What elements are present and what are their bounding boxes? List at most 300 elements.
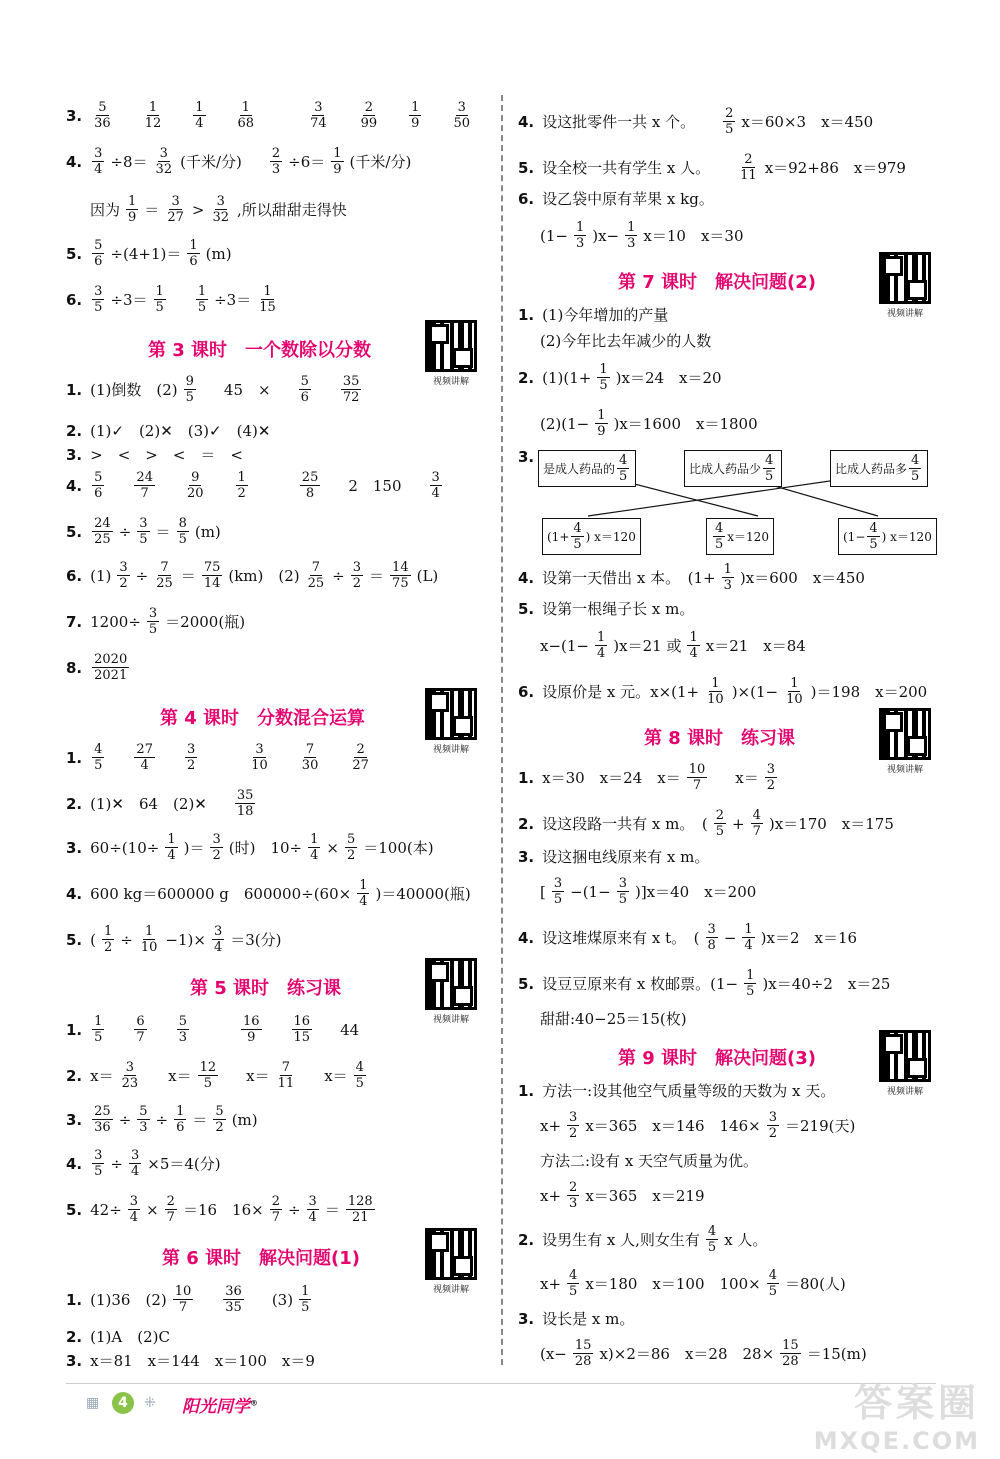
numerator: 3 <box>186 742 196 757</box>
denominator: 5 <box>553 892 563 907</box>
denominator: 5 <box>178 532 187 547</box>
s9-q1-method2: 方法二:设有 x 天空气质量为优。 <box>540 1152 759 1170</box>
fraction <box>308 832 320 863</box>
numerator: 3 <box>159 146 168 161</box>
s6-q3: 3. x＝81 x＝144 x＝100 x＝9 <box>66 1351 315 1370</box>
denominator: 11 <box>277 1076 295 1091</box>
fraction <box>359 100 380 131</box>
top-q6: 6. $\frac{3}{5}$ ÷3＝ $\frac{1}{5}$ $\frac{1}{5}$ ÷3＝ $\frac{1}{15}$ <box>66 284 276 315</box>
denominator: 7 <box>166 1210 175 1225</box>
fraction <box>165 832 177 863</box>
fraction <box>567 1268 579 1299</box>
denominator: 5 <box>94 300 103 315</box>
brand-logo: 阳光同学® <box>182 1397 258 1417</box>
numerator: 3 <box>94 284 103 299</box>
match-box-top-3[interactable]: 比成人药品多 $\frac{4}{5}$ <box>830 450 928 487</box>
s4-q5: 5. ( $\frac{1}{2}$ ÷ $\frac{1}{10}$ −1)× $\frac{3}{4}$ ＝3(分) <box>66 924 282 955</box>
denominator: 2 <box>237 486 246 501</box>
denominator: 4 <box>195 116 204 131</box>
fraction <box>351 560 363 591</box>
denominator: 5 <box>869 537 878 552</box>
s8-q5-b: 甜甜:40−25＝15(枚) <box>540 1010 687 1028</box>
denominator: 2 <box>346 848 356 863</box>
numerator: 9 <box>191 470 200 485</box>
denominator: 7 <box>692 778 702 793</box>
fraction <box>129 1148 141 1179</box>
numerator: 4 <box>355 1060 364 1075</box>
numerator: 1 <box>94 1014 103 1029</box>
fraction <box>307 1194 319 1225</box>
numerator: 7 <box>305 742 315 757</box>
denominator: 3 <box>178 1030 187 1045</box>
fraction <box>177 516 189 547</box>
numerator: 1 <box>689 630 698 645</box>
denominator: 14 <box>203 576 221 591</box>
denominator: 25 <box>156 576 173 591</box>
fraction <box>102 924 114 955</box>
fraction <box>137 1104 149 1135</box>
fraction <box>354 1060 366 1091</box>
numerator: 75 <box>203 560 221 575</box>
s7-q1-b: (2)今年比去年减少的人数 <box>540 332 712 350</box>
fraction <box>147 606 159 637</box>
numerator: 5 <box>346 832 356 847</box>
denominator: 72 <box>342 390 360 405</box>
s7-q2: 2. (1)(1+ $\frac{1}{5}$ )x＝24 x＝20 <box>518 362 722 393</box>
numerator: 1 <box>597 630 606 645</box>
numerator: 5 <box>98 100 107 115</box>
fraction <box>617 453 629 484</box>
qr-code-icon <box>425 1228 477 1280</box>
s3-q3: 3. > < > < ＝ < <box>66 445 243 464</box>
fraction <box>128 1194 140 1225</box>
fraction <box>236 100 257 131</box>
denominator: 4 <box>167 848 176 863</box>
numerator: 1 <box>575 220 585 235</box>
s4-q2: 2. (1)✕ 64 (2)✕ $\frac{35}{18}$ <box>66 788 254 819</box>
denominator: 10 <box>786 692 803 707</box>
section-heading-7: 第 7 课时 解决问题(2) <box>618 272 817 293</box>
numerator: 25 <box>301 470 319 485</box>
fraction <box>92 1104 113 1135</box>
fraction <box>714 808 726 839</box>
match-box-bottom-2[interactable]: $\frac{4}{5}$ x＝120 <box>706 518 774 555</box>
denominator: 15 <box>293 1030 311 1045</box>
fraction <box>193 100 205 131</box>
qr-code-6[interactable]: 视频讲解 <box>422 1228 480 1295</box>
numerator: 1 <box>359 878 368 893</box>
numerator: 24 <box>136 470 153 485</box>
denominator: 2 <box>352 576 362 591</box>
denominator: 3 <box>575 236 585 251</box>
r-top-q6: 6. 设乙袋中原有苹果 x kg。 <box>518 189 714 208</box>
fraction <box>595 630 607 661</box>
numerator: 1 <box>301 1284 310 1299</box>
denominator: 27 <box>352 758 369 773</box>
fraction <box>185 742 197 773</box>
qr-code-4[interactable]: 视频讲解 <box>422 688 480 755</box>
qr-code-5[interactable]: 视频讲解 <box>422 958 480 1025</box>
numerator: 3 <box>125 1060 135 1075</box>
numerator: 35 <box>236 788 254 803</box>
denominator: 4 <box>597 646 606 661</box>
fraction <box>705 676 726 707</box>
fraction <box>154 560 175 591</box>
numerator: 2 <box>271 146 281 161</box>
numerator: 4 <box>569 1268 578 1283</box>
fraction <box>92 238 104 269</box>
fraction <box>270 1194 282 1225</box>
numerator: 3 <box>707 922 716 937</box>
denominator: 18 <box>236 804 254 819</box>
fraction <box>357 878 369 909</box>
denominator: 9 <box>333 162 342 177</box>
numerator: 3 <box>569 1110 578 1125</box>
denominator: 3 <box>569 1196 578 1211</box>
fraction <box>346 1194 375 1225</box>
numerator: 3 <box>255 742 264 757</box>
denominator: 4 <box>744 938 753 953</box>
fraction <box>92 516 113 547</box>
section-heading-3: 第 3 课时 一个数除以分数 <box>148 340 372 361</box>
s3-q1: 1. (1)倒数 (2) $\frac{9}{5}$ 45 × $\frac{5}{6}$ $\frac{35}{72}$ <box>66 374 360 405</box>
fraction <box>213 1104 225 1135</box>
s9-q1: 1. 方法一:设其他空气质量等级的天数为 x 天。 <box>518 1081 836 1100</box>
denominator: 4 <box>140 758 149 773</box>
denominator: 5 <box>569 1284 578 1299</box>
s8-q1: 1. x＝30 x＝24 x＝ $\frac{10}{7}$ x＝ $\frac{3}{2}$ <box>518 762 775 793</box>
numerator: 3 <box>352 560 362 575</box>
numerator: 9 <box>185 374 194 389</box>
fraction <box>202 560 223 591</box>
denominator: 5 <box>94 1030 103 1045</box>
fraction <box>299 374 311 405</box>
numerator: 7 <box>281 1060 291 1075</box>
s3-q7: 7. 1200÷ $\frac{3}{5}$ ＝2000(瓶) <box>66 606 246 637</box>
fraction <box>738 152 759 183</box>
fraction <box>767 1268 779 1299</box>
numerator: 6 <box>136 1014 145 1029</box>
match-box-top-1[interactable]: 是成人药品的 $\frac{4}{5}$ <box>538 450 636 487</box>
s7-q5-eq: x−(1− $\frac{1}{4}$ )x＝21 或 $\frac{1}{4}$ x＝21 x＝84 <box>540 630 806 661</box>
numerator: 36 <box>225 1284 242 1299</box>
s6-q2: 2. (1)A (2)C <box>66 1327 170 1346</box>
numerator: 2 <box>356 742 365 757</box>
numerator: 2 <box>715 808 724 823</box>
fraction <box>174 1104 186 1135</box>
numerator: 3 <box>216 194 225 209</box>
fraction <box>744 968 756 999</box>
column-divider <box>501 95 503 1365</box>
numerator: 4 <box>715 521 724 536</box>
denominator: 99 <box>360 116 378 131</box>
denominator: 23 <box>121 1076 139 1091</box>
denominator: 2 <box>212 848 221 863</box>
numerator: 3 <box>129 1194 139 1209</box>
numerator: 16 <box>293 1014 311 1029</box>
numerator: 8 <box>178 516 187 531</box>
fraction <box>270 146 282 177</box>
denominator: 36 <box>94 116 111 131</box>
denominator: 10 <box>707 692 724 707</box>
fraction <box>137 516 149 547</box>
denominator: 74 <box>310 116 327 131</box>
fraction <box>210 832 222 863</box>
fraction <box>767 1110 779 1141</box>
fraction <box>567 1110 579 1141</box>
denominator: 2 <box>119 576 128 591</box>
fraction <box>143 100 164 131</box>
denominator: 28 <box>574 1354 592 1369</box>
numerator: 3 <box>768 1110 777 1125</box>
numerator: 1 <box>599 362 608 377</box>
fraction <box>867 521 879 552</box>
numerator: 2 <box>166 1194 175 1209</box>
denominator: 2 <box>766 778 775 793</box>
denominator: 9 <box>247 1030 256 1045</box>
qr-code-8[interactable]: 视频讲解 <box>876 708 934 775</box>
denominator: 4 <box>94 162 103 177</box>
numerator: 3 <box>171 194 180 209</box>
denominator: 5 <box>355 1076 364 1091</box>
numerator: 1 <box>128 194 137 209</box>
fraction <box>154 146 175 177</box>
fraction <box>597 362 609 393</box>
denominator: 9 <box>411 116 420 131</box>
qr-code-icon <box>879 708 931 760</box>
top-q4-reason: 因为 $\frac{1}{9}$ ＝ $\frac{3}{27}$ > $\frac{3}{32}$ ,所以甜甜走得快 <box>90 194 347 225</box>
numerator: 1 <box>333 146 342 161</box>
numerator: 10 <box>174 1284 192 1299</box>
denominator: 4 <box>131 1164 140 1179</box>
s9-q2: 2. 设男生有 x 人,则女生有 $\frac{4}{5}$ x 人。 <box>518 1224 768 1255</box>
fraction <box>574 220 586 251</box>
match-box-bottom-3[interactable]: (1− $\frac{4}{5}$ ) x＝120 <box>838 518 937 555</box>
section-heading-6: 第 6 课时 解决问题(1) <box>162 1248 361 1269</box>
numerator: 4 <box>752 808 761 823</box>
s8-q4: 4. 设这堆煤原来有 x t。 ( $\frac{3}{8}$ − $\frac{1}{4}$ )x＝2 x＝16 <box>518 922 858 953</box>
fraction <box>92 1148 104 1179</box>
fraction <box>331 146 343 177</box>
numerator: 4 <box>911 453 920 468</box>
numerator: 1 <box>197 284 207 299</box>
denominator: 8 <box>305 486 315 501</box>
fraction <box>299 1284 311 1315</box>
denominator: 11 <box>740 168 757 183</box>
fraction <box>571 521 583 552</box>
numerator: 3 <box>139 516 148 531</box>
numerator: 7 <box>311 560 321 575</box>
denominator: 32 <box>155 162 173 177</box>
numerator: 25 <box>94 1104 111 1119</box>
numerator: 2 <box>569 1180 578 1195</box>
numerator: 2 <box>364 100 374 115</box>
denominator: 3 <box>627 236 636 251</box>
denominator: 2 <box>215 1120 224 1135</box>
denominator: 9 <box>128 210 137 225</box>
s9-q2-eq: x+ $\frac{4}{5}$ x＝180 x＝100 100× $\frac{4}{5}$ ＝80(人) <box>540 1268 846 1299</box>
denominator: 27 <box>167 210 184 225</box>
denominator: 5 <box>155 300 164 315</box>
denominator: 5 <box>746 984 755 999</box>
numerator: 3 <box>618 876 627 891</box>
top-q5: 5. $\frac{5}{6}$ ÷(4+1)＝ $\frac{1}{6}$ (m) <box>66 238 232 269</box>
fraction <box>292 1014 313 1045</box>
s7-q3: 3. <box>518 448 535 466</box>
fraction <box>198 1060 219 1091</box>
numerator: 3 <box>119 560 128 575</box>
dot-deco-icon: ⁜ <box>144 1395 156 1411</box>
numerator: 3 <box>94 1148 103 1163</box>
fraction <box>210 194 231 225</box>
denominator: 5 <box>715 537 724 552</box>
denominator: 35 <box>225 1300 242 1315</box>
denominator: 5 <box>599 378 608 393</box>
fraction <box>173 1284 194 1315</box>
qr-code-9[interactable]: 视频讲解 <box>876 1030 934 1097</box>
fraction <box>595 408 607 439</box>
match-box-top-2[interactable]: 比成人药品少 $\frac{4}{5}$ <box>684 450 782 487</box>
s3-q4: 4. $\frac{5}{6}$ $\frac{24}{7}$ $\frac{9}{20}$ $\frac{1}{2}$ $\frac{25}{8}$ 2 150 $\frac{3}{4}$ <box>66 470 440 501</box>
denominator: 7 <box>178 1300 188 1315</box>
numerator: 3 <box>212 832 221 847</box>
numerator: 12 <box>199 1060 217 1075</box>
denominator: 5 <box>618 892 627 907</box>
fraction <box>552 876 564 907</box>
numerator: 4 <box>707 1224 717 1239</box>
denominator: 21 <box>351 1210 369 1225</box>
fraction <box>241 1014 262 1045</box>
page-number: 4 <box>112 1392 134 1414</box>
fraction <box>126 194 138 225</box>
fraction <box>780 1338 801 1369</box>
denominator: 25 <box>307 576 325 591</box>
numerator: 2 <box>725 106 734 121</box>
fraction <box>706 922 718 953</box>
denominator: 5 <box>301 1300 310 1315</box>
s5-q3: 3. $\frac{25}{36}$ ÷ $\frac{5}{3}$ ÷ $\frac{1}{6}$ ＝ $\frac{5}{2}$ (m) <box>66 1104 258 1135</box>
fraction <box>350 742 371 773</box>
fraction <box>154 284 166 315</box>
numerator: 1 <box>790 676 799 691</box>
numerator: 14 <box>392 560 409 575</box>
match-box-bottom-1[interactable]: (1+ $\frac{4}{5}$ ) x＝120 <box>542 518 641 555</box>
numerator: 1 <box>411 100 420 115</box>
numerator: 1 <box>263 284 272 299</box>
s7-q4: 4. 设第一天借出 x 本。 (1+ $\frac{1}{3}$ )x＝600 x＝450 <box>518 562 865 593</box>
s4-q1: 1. $\frac{4}{5}$ $\frac{27}{4}$ $\frac{3}{2}$ $\frac{3}{10}$ $\frac{7}{30}$ $\frac{2}{27}$ <box>66 742 369 773</box>
numerator: 27 <box>136 742 153 757</box>
denominator: 6 <box>94 486 103 501</box>
grid-deco-icon: ▦ <box>86 1395 100 1411</box>
denominator: 5 <box>185 390 194 405</box>
fraction <box>184 374 196 405</box>
denominator: 6 <box>189 254 198 269</box>
qr-code-7[interactable]: 视频讲解 <box>876 252 934 319</box>
s8-q2: 2. 设这段路一共有 x m。 ( $\frac{2}{5}$ + $\frac{4}{7}$ )x＝170 x＝175 <box>518 808 894 839</box>
fraction <box>235 788 256 819</box>
denominator: 36 <box>94 1120 111 1135</box>
s3-q5: 5. $\frac{24}{25}$ ÷ $\frac{3}{5}$ ＝ $\frac{8}{5}$ (m) <box>66 516 221 547</box>
denominator: 75 <box>392 576 409 591</box>
s3-q2: 2. (1)✓ (2)✕ (3)✓ (4)✕ <box>66 421 271 440</box>
numerator: 3 <box>457 100 466 115</box>
numerator: 1 <box>176 1104 185 1119</box>
s7-q1: 1. (1)今年增加的产量 <box>518 305 669 324</box>
denominator: 12 <box>144 116 162 131</box>
fraction <box>236 470 248 501</box>
top-q4: 4. $\frac{3}{4}$ ÷8＝ $\frac{3}{32}$ (千米/分) $\frac{2}{3}$ ÷6＝ $\frac{1}{9}$ (千米/分) <box>66 146 412 177</box>
numerator: 3 <box>148 606 158 621</box>
numerator: 1 <box>711 676 720 691</box>
numerator: 1 <box>241 100 250 115</box>
numerator: 7 <box>160 560 169 575</box>
denominator: 6 <box>300 390 309 405</box>
qr-code-3[interactable]: 视频讲解 <box>422 320 480 387</box>
numerator: 1 <box>744 922 753 937</box>
denominator: 5 <box>911 469 920 484</box>
denominator: 6 <box>94 254 103 269</box>
s7-q6: 6. 设原价是 x 元。x×(1+ $\frac{1}{10}$ )×(1− $\frac{1}{10}$ )＝198 x＝200 <box>518 676 928 707</box>
fraction <box>451 100 472 131</box>
numerator: 1 <box>167 832 176 847</box>
fraction <box>223 1284 244 1315</box>
denominator: 50 <box>453 116 470 131</box>
s8-q5: 5. 设豆豆原来有 x 枚邮票。(1− $\frac{1}{5}$ )x＝40÷2 x＝25 <box>518 968 891 999</box>
fraction <box>625 220 637 251</box>
denominator: 2 <box>569 1126 578 1141</box>
qr-code-icon <box>425 688 477 740</box>
denominator: 5 <box>94 1164 103 1179</box>
numerator: 3 <box>308 1194 317 1209</box>
denominator: 15 <box>259 300 276 315</box>
fraction <box>165 1194 177 1225</box>
fraction <box>249 742 270 773</box>
denominator: 5 <box>148 622 158 637</box>
numerator: 2020 <box>94 652 128 667</box>
fraction <box>430 470 442 501</box>
s9-q1-eq1: x+ $\frac{3}{2}$ x＝365 x＝146 146× $\frac{3}{2}$ ＝219(天) <box>540 1110 856 1141</box>
denominator: 5 <box>139 532 148 547</box>
qr-code-icon <box>879 252 931 304</box>
s7-q2-b: (2)(1− $\frac{1}{9}$ )x＝1600 x＝1800 <box>540 408 758 439</box>
r-top-q6-eq: (1− $\frac{1}{3}$ )x− $\frac{1}{3}$ x＝10 x＝30 <box>540 220 744 251</box>
denominator: 5 <box>573 537 582 552</box>
fraction <box>117 560 129 591</box>
fraction <box>165 194 186 225</box>
numerator: 4 <box>94 742 103 757</box>
denominator: 4 <box>431 486 440 501</box>
denominator: 5 <box>725 122 734 137</box>
denominator: 10 <box>140 940 158 955</box>
fraction <box>92 470 104 501</box>
numerator: 1 <box>195 100 204 115</box>
fraction <box>573 1338 594 1369</box>
denominator: 20 <box>186 486 204 501</box>
numerator: 5 <box>215 1104 224 1119</box>
numerator: 15 <box>782 1338 799 1353</box>
denominator: 8 <box>707 938 716 953</box>
denominator: 4 <box>359 894 368 909</box>
denominator: 2 <box>186 758 196 773</box>
numerator: 24 <box>94 516 111 531</box>
fraction <box>185 470 206 501</box>
numerator: 2 <box>744 152 753 167</box>
s6-q1: 1. (1)36 (2) $\frac{10}{7}$ $\frac{36}{35}$ (3) $\frac{1}{5}$ <box>66 1284 310 1315</box>
numerator: 3 <box>314 100 323 115</box>
section-heading-5: 第 5 课时 练习课 <box>190 978 342 999</box>
numerator: 1 <box>148 100 158 115</box>
